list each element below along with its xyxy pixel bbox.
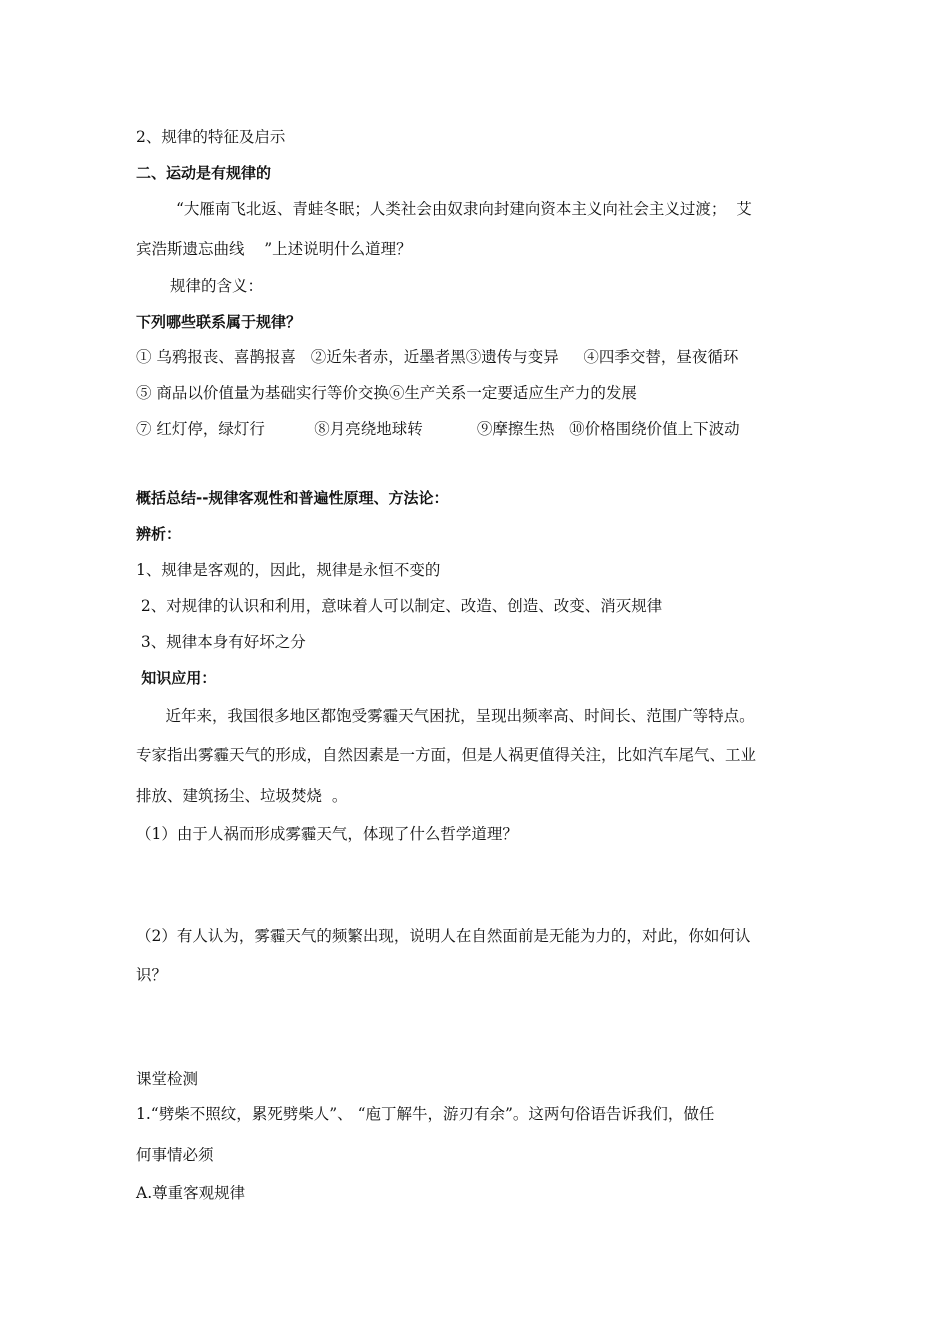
question-2-line-1: （2）有人认为，雾霾天气的频繁出现，说明人在自然面前是无能为力的，对此，你如何认 <box>136 927 751 945</box>
analysis-item-3: 3、规律本身有好坏之分 <box>136 633 306 651</box>
application-heading: 知识应用： <box>136 669 217 687</box>
part-two-heading: 二、运动是有规律的 <box>136 164 272 182</box>
which-heading: 下列哪些联系属于规律？ <box>136 313 302 331</box>
options-row-1: ① 乌鸦报丧、喜鹊报喜 ②近朱者赤，近墨者黑③遗传与变异 ④四季交替，昼夜循环 <box>136 348 739 366</box>
option-a: A.尊重客观规律 <box>136 1184 246 1202</box>
question-1: （1）由于人祸而形成雾霾天气，体现了什么哲学道理？ <box>136 825 518 843</box>
options-row-2: ⑤ 商品以价值量为基础实行等价交换⑥生产关系一定要适应生产力的发展 <box>136 384 637 402</box>
question-2-line-2: 识？ <box>136 966 168 984</box>
analysis-item-1: 1、规律是客观的，因此，规律是永恒不变的 <box>136 561 441 579</box>
summary-heading: 概括总结--规律客观性和普遍性原理、方法论： <box>136 489 449 507</box>
application-para-line-1: 近年来，我国很多地区都饱受雾霾天气困扰，呈现出频率高、时间长、范围广等特点。 <box>136 707 755 725</box>
quote-line-2: 宾浩斯遗忘曲线 ”上述说明什么道理？ <box>136 240 412 258</box>
application-para-line-3: 排放、建筑扬尘、垃圾焚烧 。 <box>136 787 348 805</box>
classroom-check-heading: 课堂检测 <box>136 1070 199 1088</box>
question-1-line-2: 何事情必须 <box>136 1146 214 1164</box>
analysis-heading: 辨析： <box>136 525 182 543</box>
quote-line-1: “大雁南飞北返、青蛙冬眠；人类社会由奴隶向封建向资本主义向社会主义过渡； 艾 <box>176 200 752 218</box>
question-1-line-1: 1.“劈柴不照纹，累死劈柴人”、 “庖丁解牛，游刃有余”。这两句俗语告诉我们，做任 <box>136 1105 715 1123</box>
analysis-item-2: 2、对规律的认识和利用，意味着人可以制定、改造、创造、改变、消灭规律 <box>136 597 663 615</box>
options-row-3: ⑦ 红灯停，绿灯行 ⑧月亮绕地球转 ⑨摩擦生热 ⑩价格围绕价值上下波动 <box>136 420 740 438</box>
application-para-line-2: 专家指出雾霾天气的形成，自然因素是一方面，但是人祸更值得关注，比如汽车尾气、工业 <box>136 746 757 764</box>
meaning-label: 规律的含义： <box>170 277 264 295</box>
section-2-title: 2、规律的特征及启示 <box>136 128 286 146</box>
